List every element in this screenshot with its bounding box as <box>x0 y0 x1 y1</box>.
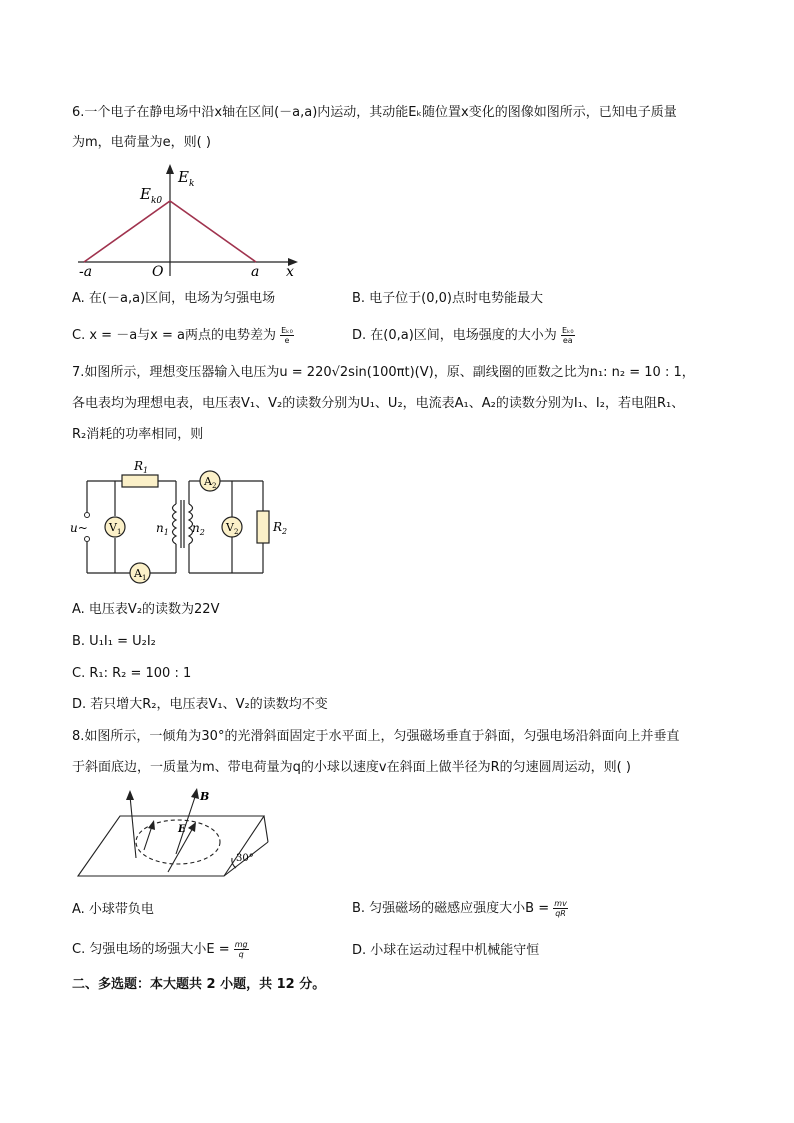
q8-option-d: D. 小球在运动过程中机械能守恒 <box>352 943 540 958</box>
e-field-label: E <box>178 824 186 835</box>
section-heading-multi-choice: 二、多选题：本大题共 2 小题，共 12 分。 <box>72 977 326 992</box>
n1-label: $n_1$ <box>156 521 169 537</box>
q6-stem-line1: 6.一个电子在静电场中沿x轴在区间(－a,a)内运动，其动能Eₖ随位置x变化的图像如图所示，已知电子质量 <box>72 105 677 120</box>
n2-label: $n_2$ <box>192 521 205 537</box>
q7-option-b: B. U₁I₁ = U₂I₂ <box>72 634 156 649</box>
a-label: a <box>251 264 260 280</box>
q6-option-d: D. 在(0,a)区间，电场强度的大小为 $\frac{\text{Eₖ₀}}{ea}$ <box>352 326 574 345</box>
ek0-label: $E_{k0}$ <box>140 185 163 206</box>
x-axis-label: x <box>286 264 294 280</box>
q8-option-c-fraction: $\frac{mg}{q}$ <box>234 940 248 959</box>
ek-axis-label: $E_k$ <box>178 168 195 189</box>
q7-option-c: C. R₁: R₂ = 100 : 1 <box>72 666 192 681</box>
a2-meter-label: $A_2$ <box>204 475 217 490</box>
q7-stem-line1: 7.如图所示，理想变压器输入电压为u = 220√2sin(100πt)(V)，原、副线圈的匝数之比为n₁: n₂ = 10 : 1， <box>72 365 695 380</box>
a1-meter-label: $A_1$ <box>134 567 147 582</box>
r2-label: $R_2$ <box>273 520 288 536</box>
v1-meter-label: $V_1$ <box>109 521 122 536</box>
q6-option-d-fraction: $\frac{\text{Eₖ₀}}{ea}$ <box>561 326 574 345</box>
q6-option-c-fraction: $\frac{\text{Eₖ₀}}{e}$ <box>281 326 293 345</box>
q6-stem-line2: 为m，电荷量为e，则( ) <box>72 135 211 150</box>
neg-a-label: -a <box>79 264 93 280</box>
q8-stem-line1: 8.如图所示，一倾角为30°的光滑斜面固定于水平面上，匀强磁场垂直于斜面，匀强电场沿斜面向上并垂直 <box>72 729 680 744</box>
q6-option-c: C. x = －a与x = a两点的电势差为 $\frac{\text{Eₖ₀}}{e}$ <box>72 326 293 345</box>
q8-stem-line2: 于斜面底边，一质量为m、带电荷量为q的小球以速度v在斜面上做半径为R的匀速圆周运动，则( ) <box>72 760 631 775</box>
q8-option-b: B. 匀强磁场的磁感应强度大小B = $\frac{mv}{qR}$ <box>352 899 567 918</box>
q8-incline-figure <box>74 784 274 880</box>
q7-option-d: D. 若只增大R₂，电压表V₁、V₂的读数均不变 <box>72 697 328 712</box>
b-field-label: B <box>200 790 210 803</box>
q8-option-a: A. 小球带负电 <box>72 902 154 917</box>
q6-ek-graph <box>74 160 304 282</box>
q7-stem-line3: R₂消耗的功率相同，则 <box>72 427 204 442</box>
q6-option-b: B. 电子位于(0,0)点时电势能最大 <box>352 291 544 306</box>
q7-transformer-circuit <box>70 458 290 586</box>
q7-option-a: A. 电压表V₂的读数为22V <box>72 602 220 617</box>
v2-meter-label: $V_2$ <box>226 521 239 536</box>
angle-label: 30° <box>236 853 254 864</box>
origin-label: O <box>152 264 164 280</box>
q7-stem-line2: 各电表均为理想电表，电压表V₁、V₂的读数分别为U₁、U₂，电流表A₁、A₂的读数分别为I₁、I₂，若电阻R₁、 <box>72 396 685 411</box>
q8-option-c: C. 匀强电场的场强大小E = $\frac{mg}{q}$ <box>72 940 248 959</box>
q6-option-a: A. 在(－a,a)区间，电场为匀强电场 <box>72 291 276 306</box>
q8-option-b-fraction: $\frac{mv}{qR}$ <box>554 899 567 918</box>
r1-label: $R_1$ <box>134 459 149 475</box>
u-source-label: u~ <box>70 521 88 535</box>
